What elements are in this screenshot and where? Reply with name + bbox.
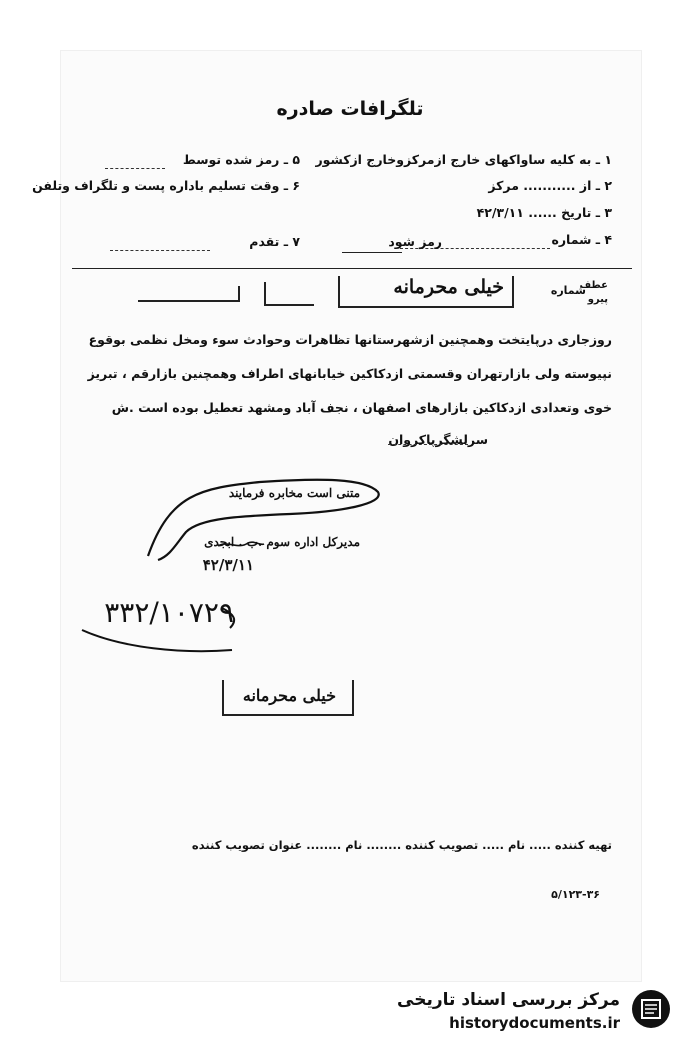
number-label: شماره xyxy=(550,284,586,297)
code-underline xyxy=(342,252,402,253)
handwritten-note: متنی است مخابره فرمایند xyxy=(228,486,360,500)
faded-stamp-mid xyxy=(264,282,314,306)
field-from: ۲ ـ از ........... مرکز xyxy=(488,178,612,193)
signature-dash xyxy=(388,444,468,445)
header-divider xyxy=(72,268,632,269)
page-title: تلگرافات صادره xyxy=(276,98,424,120)
handwritten-ref: ۳۳۲/۱۰۷۲۹ xyxy=(104,596,234,629)
classification-stamp-text: خیلی محرمانه xyxy=(393,276,504,298)
subject-label: عطف xyxy=(579,280,608,291)
bottom-stamp-text: خیلی محرمانه xyxy=(242,686,336,705)
body-line-3: خوی وتعدادی ازدکاکین بازارهای اصفهان ، نجف آباد ومشهد تعطیل بوده است .ش xyxy=(111,400,612,415)
footer-website[interactable]: historydocuments.ir xyxy=(449,1014,620,1032)
director-line: مدیرکل اداره سوم .ب . ابجدی xyxy=(204,535,360,549)
field-delivery-time: ۶ ـ وقت تسلیم باداره پست و تلگراف وتلفن xyxy=(32,178,300,193)
director-signature-icon xyxy=(216,540,266,550)
priority-dash xyxy=(110,250,210,251)
field-date: ۳ ـ تاریخ ...... ۴۲/۳/۱۱ xyxy=(476,205,612,220)
ref-label: پیرو xyxy=(587,294,608,305)
archive-logo-icon xyxy=(630,988,672,1030)
handwritten-date: ۴۲/۳/۱۱ xyxy=(202,556,254,574)
body-line-1: روزجاری درپایتخت وهمچنین ازشهرستانها تظاهرات وحوادث سوء ومخل نظمی بوقوع xyxy=(88,332,612,347)
field-number: ۴ ـ شماره xyxy=(551,232,612,247)
signature-line: سرلشگرپاکروان xyxy=(388,432,488,447)
faded-stamp-left xyxy=(138,286,240,302)
field-to: ۱ ـ به کلیه ساواکهای خارج ازمرکزوخارج ازکشور xyxy=(315,152,612,167)
body-line-2: نپیوسته ولی بازارتهران وقسمتی ازدکاکین خیابانهای اطراف وهمچنین بازارقم ، تبریز xyxy=(87,366,612,381)
field-priority: ۷ ـ تقدم xyxy=(249,234,300,249)
encoded-dash xyxy=(105,168,165,169)
code-label: رمز شود xyxy=(388,234,442,249)
footer-org-name: مرکز بررسی اسناد تاریخی xyxy=(397,990,620,1010)
form-code: ۵/۱۲۳-۳۶ xyxy=(551,888,600,901)
field-encoded-by: ۵ ـ رمز شده توسط xyxy=(182,152,300,167)
ref-underline-icon xyxy=(62,590,252,670)
signoff-row: تهیه کننده ..... نام ..... تصویب کننده ........ نام ........ عنوان تصویب کننده xyxy=(191,838,612,852)
